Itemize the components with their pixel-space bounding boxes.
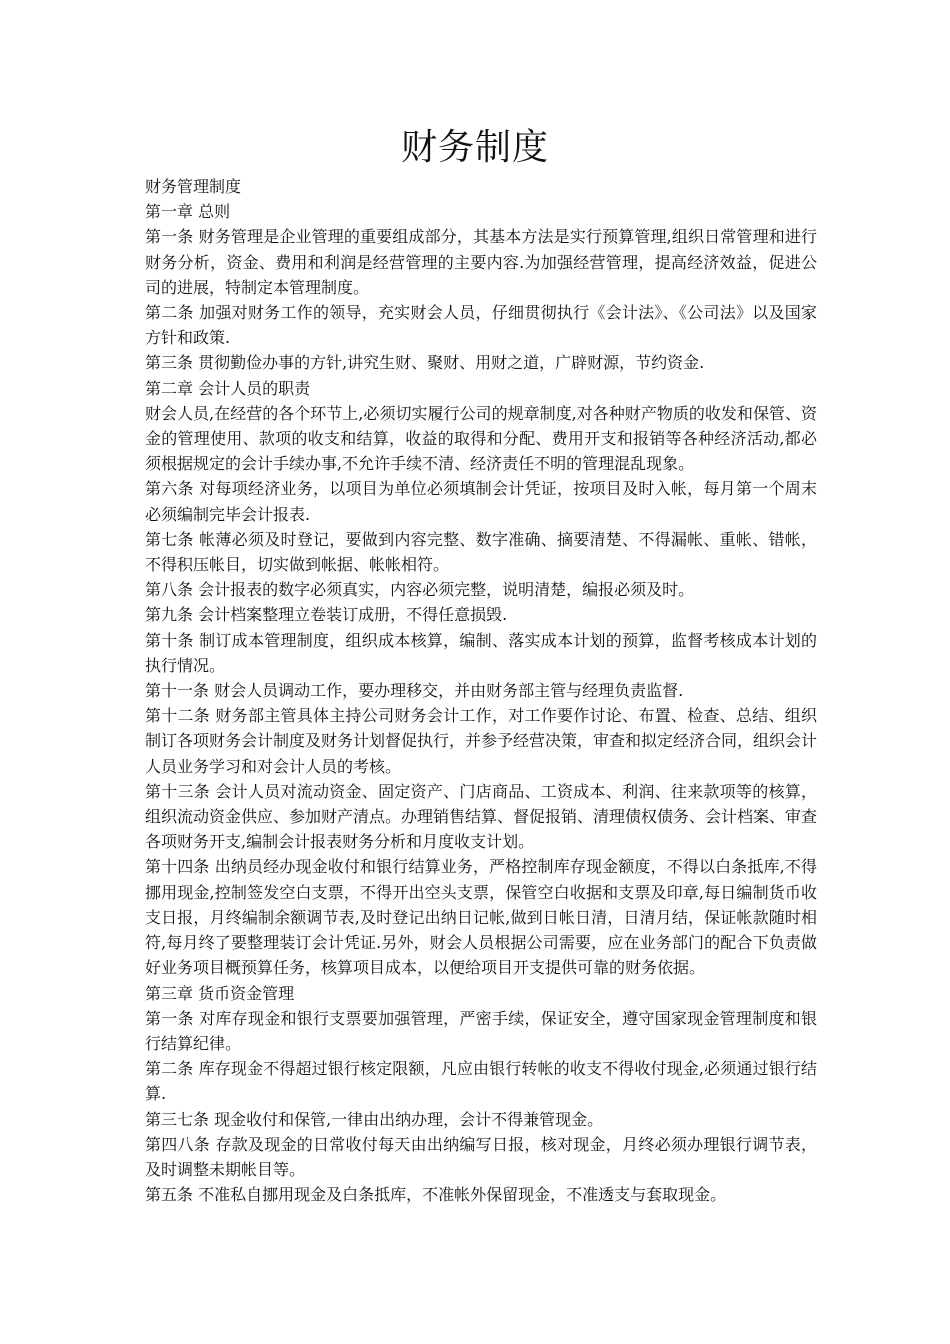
article-paragraph: 第一条 财务管理是企业管理的重要组成部分，其基本方法是实行预算管理,组织日常管理和进行财务分析，资金、费用和利润是经营管理的主要内容.为加强经营管理，提高经济效益，促进公司的进展，特制定本管理制度。 (145, 227, 817, 297)
article-paragraph: 第三七条 现金收付和保管,一律由出纳办理，会计不得兼管现金。 (145, 1109, 604, 1129)
article-paragraph: 第一条 对库存现金和银行支票要加强管理，严密手续，保证安全，遵守国家现金管理制度和银行结算纪律。 (145, 1008, 817, 1053)
article-paragraph: 第二条 加强对财务工作的领导，充实财会人员，仔细贯彻执行《会计法》、《公司法》以及国家方针和政策. (145, 303, 817, 348)
article-paragraph: 第十一条 财会人员调动工作，要办理移交，并由财务部主管与经理负责监督. (145, 681, 684, 701)
article-paragraph: 第六条 对每项经济业务，以项目为单位必须填制会计凭证，按项目及时入帐，每月第一个周末必须编制完毕会计报表. (145, 479, 817, 524)
article-paragraph: 第四八条 存款及现金的日常收付每天由出纳编写日报，核对现金，月终必须办理银行调节表，及时调整未期帐目等。 (145, 1134, 817, 1179)
article-paragraph: 第十四条 出纳员经办现金收付和银行结算业务，严格控制库存现金额度，不得以白条抵库,不得挪用现金,控制签发空白支票，不得开出空头支票，保管空白收据和支票及印章,每日编制货币收支日报，月终编制余额调节表,及时登记出纳日记帐,做到日帐日清，日清月结，保证帐款随时相符,每月终了要整理装订会计凭证.另外，财会人员根据公司需要，应在业务部门的配合下负责做好业务项目概预算任务，核算项目成本，以便给项目开支提供可靠的财务依据。 (145, 857, 817, 978)
article-paragraph: 第三条 贯彻勤俭办事的方针,讲究生财、聚财、用财之道，广辟财源，节约资金. (145, 353, 705, 373)
article-paragraph: 第二条 库存现金不得超过银行核定限额，凡应由银行转帐的收支不得收付现金,必须通过银行结算. (145, 1059, 817, 1104)
doc-subtitle: 财务管理制度 (145, 177, 242, 196)
document-body (145, 174, 817, 1207)
article-paragraph: 第十二条 财务部主管具体主持公司财务会计工作，对工作要作讨论、布置、检查、总结、组织制订各项财务会计制度及财务计划督促执行，并参予经营决策，审查和拟定经济合同，组织会计人员业务学习和对会计人员的考核。 (145, 706, 818, 776)
chapter-heading: 第一章 总则 (145, 202, 231, 222)
article-paragraph: 第八条 会计报表的数字必须真实，内容必须完整，说明清楚，编报必须及时。 (145, 580, 695, 600)
article-paragraph: 第五条 不准私自挪用现金及白条抵库，不准帐外保留现金，不准透支与套取现金。 (145, 1185, 727, 1205)
article-paragraph: 第七条 帐薄必须及时登记，要做到内容完整、数字准确、摘要清楚、不得漏帐、重帐、错帐，不得积压帐目，切实做到帐据、帐帐相符。 (145, 529, 817, 575)
article-paragraph: 财会人员,在经营的各个环节上,必须切实履行公司的规章制度,对各种财产物质的收发和保管、资金的管理使用、款项的收支和结算，收益的取得和分配、费用开支和报销等各种经济活动,都必须根据规定的会计手续办事,不允许手续不清、经济责任不明的管理混乱现象。 (145, 403, 817, 474)
article-paragraph: 第九条 会计档案整理立卷装订成册，不得任意损毁. (145, 605, 508, 625)
chapter-heading: 第三章 货币资金管理 (145, 983, 295, 1003)
document-title: 财务制度 (400, 127, 549, 168)
article-paragraph: 第十条 制订成本管理制度，组织成本核算，编制、落实成本计划的预算，监督考核成本计划的执行情况。 (145, 630, 817, 675)
article-paragraph: 第十三条 会计人员对流动资金、固定资产、门店商品、工资成本、利润、往来款项等的核算，组织流动资金供应、参加财产清点。办理销售结算、督促报销、清理债权债务、会计档案、审查各项财务开支,编制会计报表财务分析和月度收支计划。 (145, 781, 818, 852)
chapter-heading: 第二章 会计人员的职责 (145, 378, 311, 398)
